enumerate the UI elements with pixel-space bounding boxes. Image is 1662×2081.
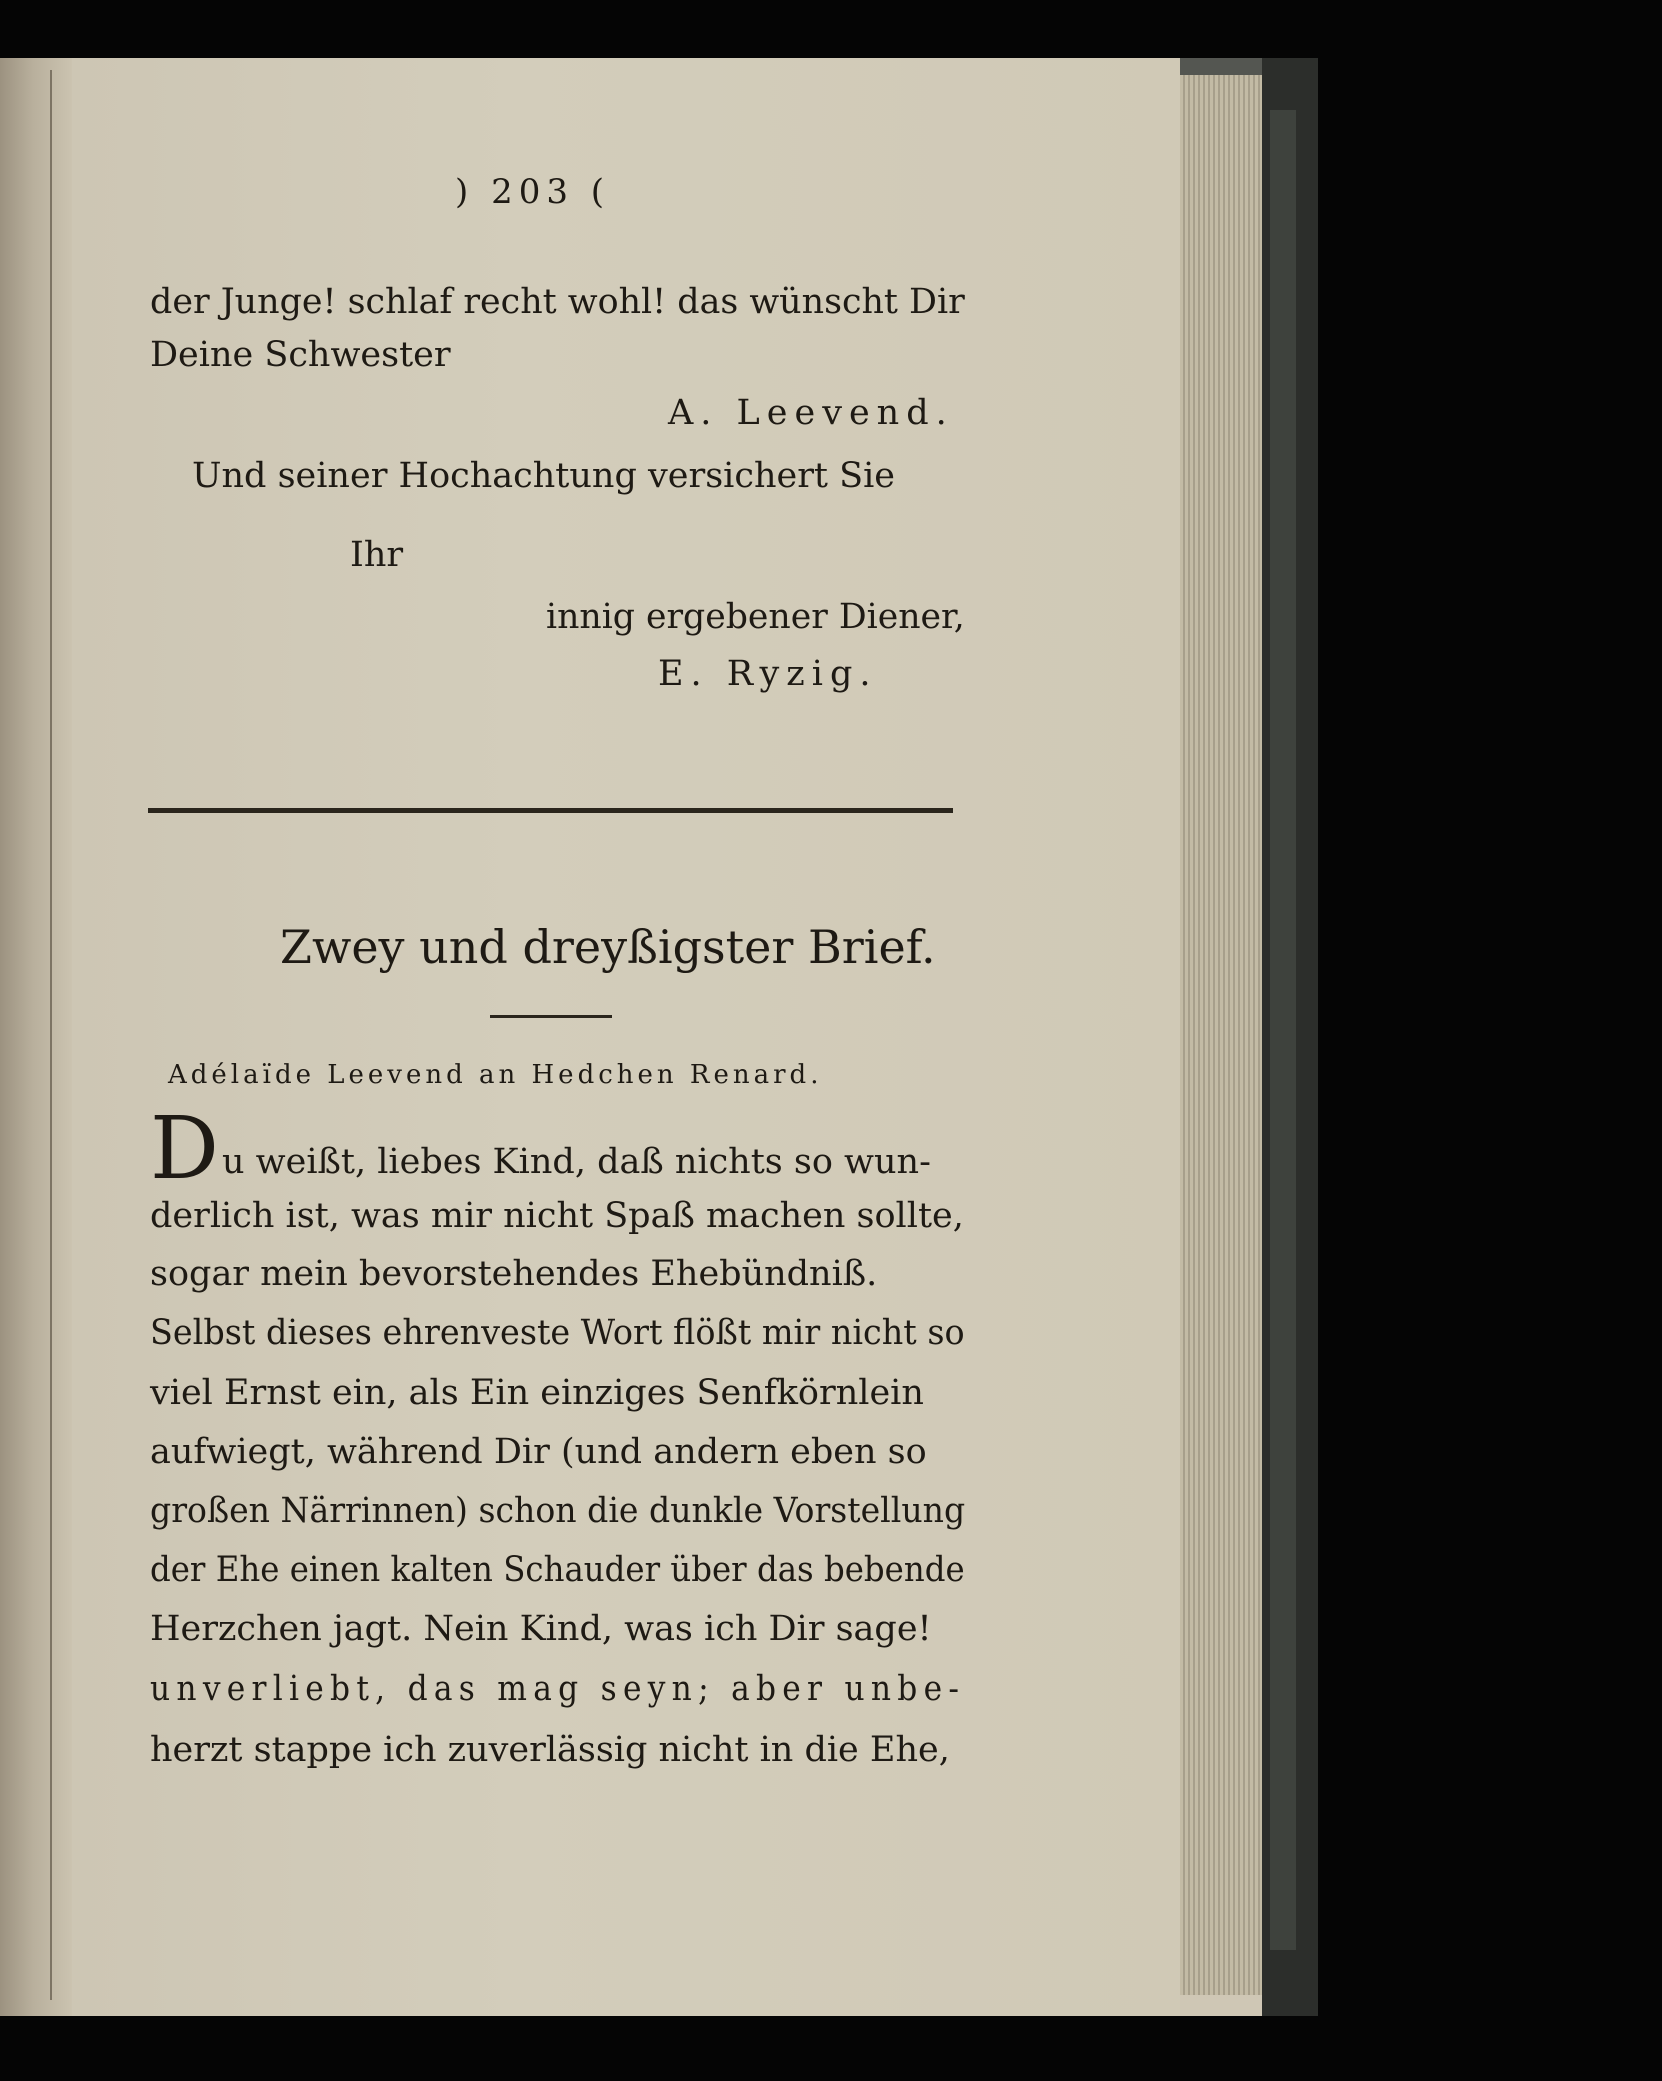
body-line: unverliebt, das mag seyn; aber unbe- bbox=[150, 1669, 966, 1709]
closing-line: Und seiner Hochachtung versichert Sie bbox=[192, 456, 896, 496]
drop-cap: D bbox=[150, 1099, 219, 1199]
body-line: der Ehe einen kalten Schauder über das bebende bbox=[150, 1550, 965, 1590]
closing-line: Deine Schwester bbox=[150, 335, 451, 375]
book-gutter bbox=[0, 58, 72, 2016]
body-line: herzt stappe ich zuverlässig nicht in die Ehe, bbox=[150, 1730, 950, 1770]
closing-line: Ihr bbox=[350, 535, 404, 575]
signature-leevend: A. Leevend. bbox=[668, 393, 954, 433]
book-cover-board bbox=[1270, 110, 1296, 1950]
body-line: Selbst dieses ehrenveste Wort flößt mir nicht so bbox=[150, 1313, 965, 1353]
body-line: viel Ernst ein, als Ein einziges Senfkörnlein bbox=[150, 1373, 924, 1413]
body-line: u weißt, liebes Kind, daß nichts so wun- bbox=[222, 1142, 931, 1182]
body-line: Herzchen jagt. Nein Kind, was ich Dir sage! bbox=[150, 1609, 932, 1649]
closing-line: der Junge! schlaf recht wohl! das wünscht Dir bbox=[150, 282, 965, 322]
page-number: ) 203 ( bbox=[455, 172, 611, 212]
body-line: großen Närrinnen) schon die dunkle Vorstellung bbox=[150, 1491, 966, 1531]
closing-line: innig ergebener Diener, bbox=[546, 597, 965, 637]
body-line: derlich ist, was mir nicht Spaß machen sollte, bbox=[150, 1196, 964, 1236]
section-divider bbox=[148, 808, 953, 813]
body-line: sogar mein bevorstehendes Ehebündniß. bbox=[150, 1254, 878, 1294]
letter-heading: Zwey und dreyßigster Brief. bbox=[280, 920, 936, 974]
signature-ryzig: E. Ryzig. bbox=[658, 654, 878, 694]
body-line: aufwiegt, während Dir (und andern eben so bbox=[150, 1432, 927, 1472]
gutter-fold-line bbox=[50, 70, 52, 2000]
heading-underline bbox=[490, 1015, 612, 1018]
page-edges bbox=[1180, 75, 1270, 1995]
letter-salutation: Adélaïde Leevend an Hedchen Renard. bbox=[168, 1060, 823, 1090]
